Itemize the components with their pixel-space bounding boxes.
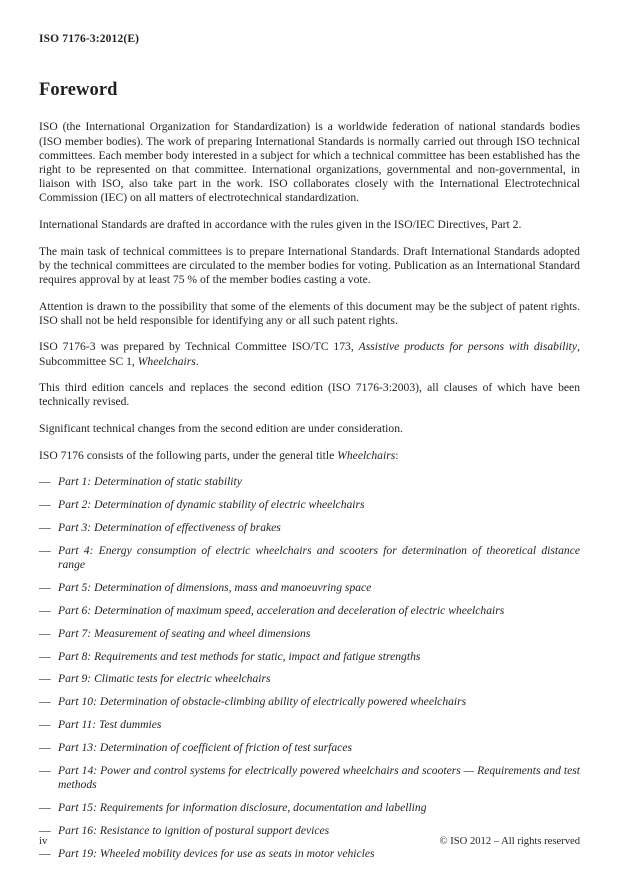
- list-item-label: Part 8: Requirements and test methods for static, impact and fatigue strengths: [58, 649, 421, 663]
- list-item: [39, 544, 580, 572]
- running-head: ISO 7176-3:2012(E): [39, 33, 140, 45]
- paragraph-committee-origin: [39, 340, 580, 368]
- list-item: [39, 764, 580, 792]
- list-item-label: Part 16: Resistance to ignition of postural support devices: [58, 824, 330, 837]
- parts-intro-tail: :: [395, 448, 399, 462]
- em-dash-bullet-icon: —: [39, 846, 51, 860]
- list-item: [39, 741, 580, 755]
- em-dash-bullet-icon: —: [39, 672, 51, 686]
- list-item: [39, 695, 580, 709]
- list-item: [39, 581, 580, 595]
- page-number: iv: [39, 836, 48, 847]
- list-item-label: Part 6: Determination of maximum speed, acceleration and deceleration of electric wheelchairs: [58, 603, 505, 617]
- em-dash-bullet-icon: —: [39, 543, 51, 557]
- em-dash-bullet-icon: —: [39, 520, 51, 534]
- committee-scope-title: Assistive products for persons with disability: [358, 340, 578, 354]
- list-item-label: Part 3: Determination of effectiveness of brakes: [58, 520, 281, 534]
- list-item: [39, 650, 580, 664]
- em-dash-bullet-icon: —: [39, 764, 51, 778]
- committee-tail-text: .: [195, 354, 199, 368]
- em-dash-bullet-icon: —: [39, 603, 51, 617]
- parts-intro-lead: ISO 7176 consists of the following parts, under the general title: [39, 448, 338, 462]
- page-footer: [39, 836, 580, 847]
- em-dash-bullet-icon: —: [39, 649, 51, 663]
- em-dash-bullet-icon: —: [39, 475, 51, 489]
- paragraph-parts-intro: [39, 449, 580, 463]
- page-title: Foreword: [39, 80, 118, 100]
- committee-mid-text: , Subcommittee SC 1,: [39, 340, 580, 368]
- copyright-notice: © ISO 2012 – All rights reserved: [439, 836, 580, 847]
- list-item-label: Part 2: Determination of dynamic stability of electric wheelchairs: [58, 498, 365, 512]
- list-item: [39, 672, 580, 686]
- em-dash-bullet-icon: —: [39, 801, 51, 815]
- em-dash-bullet-icon: —: [39, 580, 51, 594]
- paragraph-third-edition: This third edition cancels and replaces the second edition (ISO 7176-3:2003), all clauses of which have been technically revised.: [39, 381, 580, 409]
- list-item: [39, 627, 580, 641]
- parts-list: [39, 475, 580, 861]
- list-item: [39, 847, 580, 861]
- subcommittee-title: Wheelchairs: [137, 354, 196, 368]
- list-item-label: Part 15: Requirements for information disclosure, documentation and labelling: [58, 801, 427, 815]
- list-item: [39, 475, 580, 489]
- list-item-label: Part 11: Test dummies: [58, 718, 162, 732]
- em-dash-bullet-icon: —: [39, 824, 51, 837]
- em-dash-bullet-icon: —: [39, 695, 51, 709]
- paragraph-drafting-rules: International Standards are drafted in accordance with the rules given in the ISO/IEC Directives, Part 2.: [39, 217, 522, 231]
- em-dash-bullet-icon: —: [39, 626, 51, 640]
- list-item-label: Part 9: Climatic tests for electric wheelchairs: [58, 672, 271, 686]
- list-item: [39, 604, 580, 618]
- committee-lead-text: ISO 7176-3 was prepared by Technical Committee ISO/TC 173,: [39, 340, 359, 354]
- list-item-label: Part 10: Determination of obstacle-climbing ability of electrically powered wheelchairs: [58, 695, 467, 709]
- list-item-label: Part 1: Determination of static stability: [58, 475, 242, 489]
- list-item-label: Part 4: Energy consumption of electric wheelchairs and scooters for determination of theoretical distance range: [58, 543, 580, 571]
- em-dash-bullet-icon: —: [39, 741, 51, 755]
- em-dash-bullet-icon: —: [39, 718, 51, 732]
- em-dash-bullet-icon: —: [39, 498, 51, 512]
- list-item: [39, 718, 580, 732]
- list-item-label: Part 5: Determination of dimensions, mass and manoeuvring space: [58, 580, 372, 594]
- paragraph-main-task: The main task of technical committees is to prepare International Standards. Draft International Standards adopted by the technical committees are circulated to the member bodies for voting. Publication as an International Standard requires approval by at least 75 % of the member bodies casting a vote.: [39, 244, 580, 286]
- list-item: [39, 801, 580, 815]
- paragraph-patent-rights: Attention is drawn to the possibility that some of the elements of this document may be the subject of patent rights. ISO shall not be held responsible for identifying any or all such patent rights.: [39, 299, 580, 327]
- list-item-label: Part 19: Wheeled mobility devices for use as seats in motor vehicles: [58, 846, 375, 860]
- paragraph-iso-intro: ISO (the International Organization for Standardization) is a worldwide federation of national standards bodies (ISO member bodies). The work of preparing International Standards is normally carried out through ISO technical committees. Each member body interested in a subject for which a technical committee has been established has the right to be represented on that committee. International organizations, governmental and non-governmental, in liaison with ISO, also take part in the work. ISO collaborates closely with the International Electrotechnical Commission (IEC) on all matters of electrotechnical standardization.: [39, 120, 580, 205]
- list-item-label: Part 7: Measurement of seating and wheel dimensions: [58, 626, 311, 640]
- paragraph-technical-changes: Significant technical changes from the second edition are under consideration.: [39, 421, 403, 435]
- page-content: [39, 80, 580, 870]
- list-item-label: Part 14: Power and control systems for electrically powered wheelchairs and scooters — Requirements and test methods: [58, 764, 580, 792]
- list-item-label: Part 13: Determination of coefficient of friction of test surfaces: [58, 741, 352, 755]
- list-item: [39, 521, 580, 535]
- general-title: Wheelchairs: [337, 448, 396, 462]
- list-item: [39, 498, 580, 512]
